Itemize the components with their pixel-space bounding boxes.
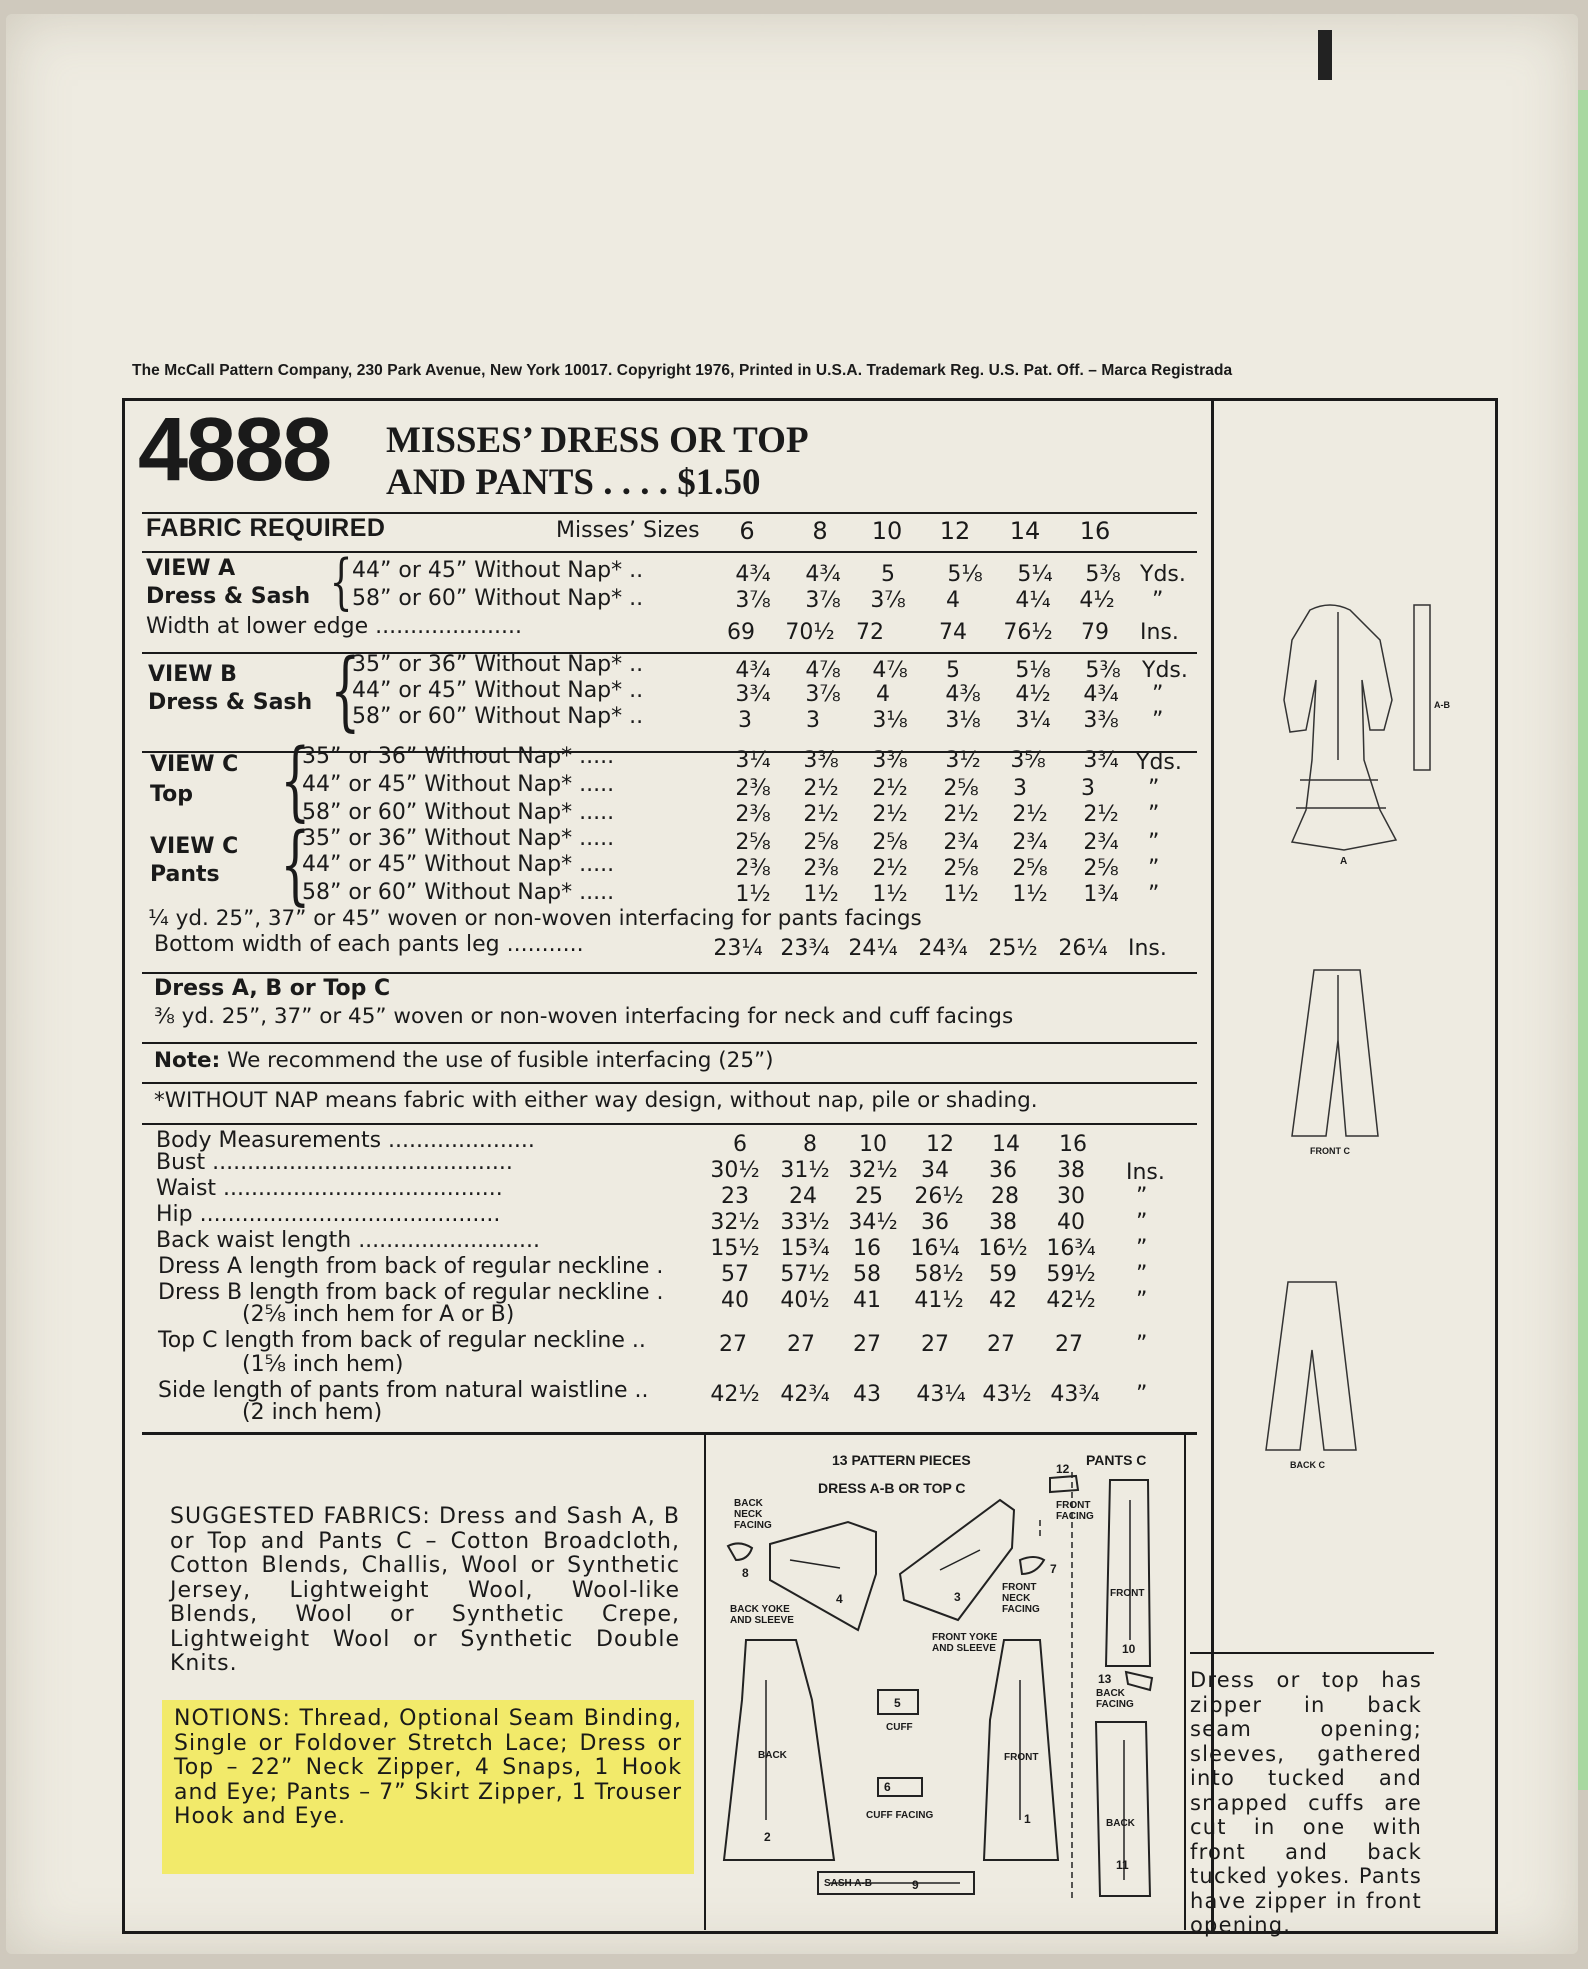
- value: 3⅜: [1083, 708, 1119, 733]
- value: 2⅜: [735, 802, 771, 827]
- value: 40½: [780, 1288, 830, 1313]
- value: 2⅜: [735, 776, 771, 801]
- value: 24¾: [918, 936, 968, 961]
- size-header: 8: [812, 517, 828, 545]
- without-nap-note: *WITHOUT NAP means fabric with either way design, without nap, pile or shading.: [154, 1088, 1038, 1113]
- unit: Ins.: [1140, 620, 1179, 645]
- value: 59: [989, 1262, 1017, 1287]
- piece-number: 3: [954, 1590, 961, 1604]
- row-label: 44” or 45” Without Nap* .....: [302, 852, 615, 877]
- value: 41: [853, 1288, 881, 1313]
- row-label: 35” or 36” Without Nap* .....: [302, 744, 615, 769]
- value: 5⅜: [1085, 658, 1121, 683]
- unit: ”: [1148, 830, 1160, 855]
- label-front: FRONT: [1004, 1752, 1039, 1763]
- view-c-pants-sub: Pants: [150, 862, 220, 887]
- top-c-length-label: Top C length from back of regular neckline ..: [158, 1328, 646, 1353]
- note-label: Note:: [154, 1048, 221, 1073]
- brace: {: [329, 547, 353, 617]
- value: 24¼: [848, 936, 898, 961]
- value: 26¼: [1058, 936, 1108, 961]
- value: 3⅝: [1010, 748, 1046, 773]
- value: 3⅜: [872, 748, 908, 773]
- view-b-name: VIEW B: [148, 662, 237, 687]
- value: 5⅜: [1085, 562, 1121, 587]
- unit: Yds.: [1140, 562, 1186, 587]
- value: 43: [853, 1382, 881, 1407]
- value: 2½: [943, 802, 979, 827]
- value: 23¼: [713, 936, 763, 961]
- value: 4⅜: [945, 682, 981, 707]
- value: 38: [1057, 1158, 1085, 1183]
- label-back-facing: BACK FACING: [1096, 1688, 1134, 1710]
- value: 4½: [1079, 588, 1115, 613]
- piece-number: 4: [836, 1592, 843, 1606]
- value: 3: [806, 708, 820, 733]
- value: 16¼: [910, 1236, 960, 1261]
- value: 57: [721, 1262, 749, 1287]
- value: 2⅝: [803, 830, 839, 855]
- pattern-title-line-2: AND PANTS . . . . $1.50: [386, 462, 761, 503]
- value: 2⅜: [735, 856, 771, 881]
- value: 2½: [1012, 802, 1048, 827]
- unit: Ins.: [1126, 1160, 1165, 1185]
- piece-number: 8: [742, 1566, 749, 1580]
- piece-number: 7: [1050, 1562, 1057, 1576]
- row-label: Dress B length from back of regular neckline .: [158, 1280, 664, 1305]
- row-label: 58” or 60” Without Nap* ..: [352, 704, 644, 729]
- value: 1½: [735, 882, 771, 907]
- view-b-sub: Dress & Sash: [148, 690, 313, 715]
- size-header: 10: [871, 517, 903, 545]
- row-label: 58” or 60” Without Nap* ..: [352, 586, 644, 611]
- value: 1½: [943, 882, 979, 907]
- label-back-neck-facing: BACK NECK FACING: [734, 1498, 772, 1531]
- value: 3⅞: [735, 588, 771, 613]
- piece-number: 6: [884, 1780, 891, 1794]
- value: 4¾: [735, 562, 771, 587]
- size-header: 16: [1079, 517, 1111, 545]
- unit: Yds.: [1142, 658, 1188, 683]
- sketch-pants-back: [1266, 1282, 1356, 1450]
- garment-description: Dress or top has zipper in back seam opening; sleeves, gathered into tucked and snapped cuffs are cut in one with front and back tucked yokes. Pants have zipper in front opening.: [1190, 1668, 1422, 1937]
- piece-number: 12: [1056, 1462, 1070, 1476]
- sketch-label-view-a: A: [1340, 856, 1348, 867]
- value: 27: [787, 1332, 815, 1357]
- value: 3: [1081, 776, 1095, 801]
- unit: ”: [1136, 1184, 1148, 1209]
- value: 3: [738, 708, 752, 733]
- value: 3: [1013, 776, 1027, 801]
- value: 42¾: [780, 1382, 830, 1407]
- pants-side-length-label: Side length of pants from natural waistline ..: [158, 1378, 649, 1403]
- piece-number: 13: [1098, 1672, 1112, 1686]
- piece-number: 5: [894, 1696, 901, 1710]
- value: 4⅞: [872, 658, 908, 683]
- value: 5⅛: [947, 562, 983, 587]
- value: 27: [921, 1332, 949, 1357]
- piece-number: 11: [1116, 1858, 1129, 1872]
- unit: ”: [1136, 1288, 1148, 1313]
- value: 5: [946, 658, 960, 683]
- label-pants-front: FRONT: [1110, 1588, 1145, 1599]
- row-label: 44” or 45” Without Nap* ..: [352, 678, 644, 703]
- value: 23¾: [780, 936, 830, 961]
- value: 5¼: [1017, 562, 1053, 587]
- value: 69: [727, 620, 755, 645]
- pattern-title-line-1: MISSES’ DRESS OR TOP: [386, 420, 809, 461]
- unit: ”: [1148, 802, 1160, 827]
- unit: ”: [1136, 1382, 1148, 1407]
- value: 2⅝: [1083, 856, 1119, 881]
- value: 70½: [785, 620, 835, 645]
- sketch-sash: [1414, 605, 1430, 770]
- value: 2½: [803, 776, 839, 801]
- unit: ”: [1136, 1262, 1148, 1287]
- size-header: 12: [926, 1132, 954, 1157]
- value: 74: [939, 620, 967, 645]
- piece-number: 1: [1024, 1812, 1031, 1826]
- unit: ”: [1152, 588, 1164, 613]
- row-label: Bust ...........................................: [156, 1150, 513, 1175]
- value: 43½: [982, 1382, 1032, 1407]
- value: 3¾: [735, 682, 771, 707]
- value: 2⅝: [943, 856, 979, 881]
- value: 42½: [1046, 1288, 1096, 1313]
- value: 16¾: [1046, 1236, 1096, 1261]
- value: 5⅛: [1015, 658, 1051, 683]
- dress-abc-header: Dress A, B or Top C: [154, 976, 391, 1001]
- value: 2½: [803, 802, 839, 827]
- row-label: 58” or 60” Without Nap* .....: [302, 800, 615, 825]
- value: 41½: [914, 1288, 964, 1313]
- label-front-facing: FRONT FACING: [1056, 1500, 1094, 1522]
- view-c-top-sub: Top: [150, 782, 193, 807]
- value: 30: [1057, 1184, 1085, 1209]
- label-front-yoke: FRONT YOKE AND SLEEVE: [932, 1632, 998, 1654]
- value: 2⅜: [803, 856, 839, 881]
- value: 42: [989, 1288, 1017, 1313]
- pattern-number: 4888: [138, 400, 331, 500]
- size-header: 14: [992, 1132, 1020, 1157]
- brace: {: [280, 815, 311, 915]
- row-label: 58” or 60” Without Nap* .....: [302, 880, 615, 905]
- unit: ”: [1136, 1332, 1148, 1357]
- value: 57½: [780, 1262, 830, 1287]
- value: 59½: [1046, 1262, 1096, 1287]
- sketch-label-back-c: BACK C: [1290, 1460, 1325, 1470]
- value: 4¾: [735, 658, 771, 683]
- value: 27: [1055, 1332, 1083, 1357]
- value: 2½: [872, 856, 908, 881]
- view-c-pants-name: VIEW C: [150, 834, 239, 859]
- label-back: BACK: [758, 1750, 787, 1761]
- value: 40: [721, 1288, 749, 1313]
- suggested-fabrics: SUGGESTED FABRICS: Dress and Sash A, B or Top and Pants C – Cotton Broadcloth, Cotton Blends, Challis, Wool or Synthetic Jersey, Lightweight Wool, Wool-like Blends, Wool or Synthetic Crepe, Lightweight Wool or Synthetic Double Knits.: [170, 1504, 680, 1676]
- sketch-pants-front: [1292, 970, 1378, 1136]
- piece-number: 10: [1122, 1642, 1136, 1656]
- pattern-pieces-title: 13 PATTERN PIECES: [832, 1452, 971, 1468]
- value: 3⅞: [805, 682, 841, 707]
- sketch-dress-a: [1284, 605, 1396, 850]
- value: 26½: [914, 1184, 964, 1209]
- row-label: Waist ........................................: [156, 1176, 503, 1201]
- brace: {: [280, 731, 311, 831]
- value: 3¼: [735, 748, 771, 773]
- value: 3¾: [1083, 748, 1119, 773]
- label-sash: SASH A-B: [824, 1878, 872, 1889]
- fabric-required-header: FABRIC REQUIRED: [146, 514, 386, 542]
- value: 58½: [914, 1262, 964, 1287]
- body-measurements-header: Body Measurements .....................: [156, 1128, 535, 1153]
- value: 27: [987, 1332, 1015, 1357]
- value: 79: [1081, 620, 1109, 645]
- piece-number: 2: [764, 1830, 771, 1844]
- value: 76½: [1003, 620, 1053, 645]
- value: 32½: [710, 1210, 760, 1235]
- value: 2½: [1083, 802, 1119, 827]
- value: 43¼: [916, 1382, 966, 1407]
- dress-pieces-label: DRESS A-B OR TOP C: [818, 1480, 966, 1496]
- value: 15½: [710, 1236, 760, 1261]
- hem-pants-note: (2 inch hem): [242, 1400, 383, 1425]
- value: 16: [853, 1236, 881, 1261]
- value: 2¾: [943, 830, 979, 855]
- value: 25: [855, 1184, 883, 1209]
- hem-c-note: (1⅝ inch hem): [242, 1352, 404, 1377]
- bottom-width-label: Bottom width of each pants leg ...........: [154, 932, 584, 957]
- value: 43¾: [1050, 1382, 1100, 1407]
- row-label: 35” or 36” Without Nap* ..: [352, 652, 644, 677]
- piece-number: 9: [912, 1878, 919, 1892]
- unit: Yds.: [1136, 750, 1182, 775]
- unit: ”: [1152, 708, 1164, 733]
- unit: ”: [1152, 682, 1164, 707]
- value: 3⅛: [945, 708, 981, 733]
- note-text: We recommend the use of fusible interfacing (25”): [227, 1048, 774, 1073]
- label-pants-back: BACK: [1106, 1818, 1135, 1829]
- value: 31½: [780, 1158, 830, 1183]
- value: 2⅝: [872, 830, 908, 855]
- row-label: Back waist length ..........................: [156, 1228, 541, 1253]
- value: 27: [719, 1332, 747, 1357]
- row-label: 44” or 45” Without Nap* .....: [302, 772, 615, 797]
- unit: ”: [1148, 882, 1160, 907]
- value: 34½: [848, 1210, 898, 1235]
- label-back-yoke: BACK YOKE AND SLEEVE: [730, 1604, 794, 1626]
- size-header: 14: [1009, 517, 1041, 545]
- value: 2¾: [1083, 830, 1119, 855]
- value: 2⅝: [735, 830, 771, 855]
- size-header: 8: [803, 1132, 817, 1157]
- value: 42½: [710, 1382, 760, 1407]
- value: 2¾: [1012, 830, 1048, 855]
- unit: ”: [1136, 1210, 1148, 1235]
- value: 3⅜: [803, 748, 839, 773]
- row-label: Hip ...........................................: [156, 1202, 501, 1227]
- pants-interfacing: ¼ yd. 25”, 37” or 45” woven or non-woven interfacing for pants facings: [148, 906, 922, 931]
- value: 2½: [872, 802, 908, 827]
- value: 23: [721, 1184, 749, 1209]
- value: 27: [853, 1332, 881, 1357]
- row-label: Dress A length from back of regular neckline .: [158, 1254, 664, 1279]
- value: 40: [1057, 1210, 1085, 1235]
- value: 4: [876, 682, 890, 707]
- size-header: 16: [1059, 1132, 1087, 1157]
- unit: ”: [1136, 1236, 1148, 1261]
- notions: NOTIONS: Thread, Optional Seam Binding, Single or Foldover Stretch Lace; Dress or Top – 22” Neck Zipper, 4 Snaps, 1 Hook and Eye; Pants – 7” Skirt Zipper, 1 Trouser Hook and Eye.: [174, 1706, 682, 1829]
- sketch-label-a-b: A-B: [1434, 700, 1450, 710]
- value: 3⅞: [805, 588, 841, 613]
- brace: {: [330, 641, 361, 741]
- value: 3½: [945, 748, 981, 773]
- hem-ab-note: (2⅝ inch hem for A or B): [242, 1302, 515, 1327]
- value: 1½: [803, 882, 839, 907]
- value: 30½: [710, 1158, 760, 1183]
- size-header: 10: [859, 1132, 887, 1157]
- value: 36: [921, 1210, 949, 1235]
- pants-pieces-label: PANTS C: [1086, 1452, 1147, 1468]
- size-header: 6: [739, 517, 755, 545]
- value: 16½: [978, 1236, 1028, 1261]
- value: 4¾: [1083, 682, 1119, 707]
- size-header: 12: [939, 517, 971, 545]
- value: 1¾: [1083, 882, 1119, 907]
- label-cuff-facing: CUFF FACING: [866, 1810, 934, 1821]
- value: 15¾: [780, 1236, 830, 1261]
- dress-abc-text: ⅜ yd. 25”, 37” or 45” woven or non-woven interfacing for neck and cuff facings: [154, 1004, 1014, 1029]
- misses-sizes-label: Misses’ Sizes: [556, 518, 700, 543]
- value: 2⅝: [1012, 856, 1048, 881]
- value: 1½: [1012, 882, 1048, 907]
- value: 32½: [848, 1158, 898, 1183]
- width-lower-edge-label: Width at lower edge .....................: [146, 614, 522, 639]
- value: 34: [921, 1158, 949, 1183]
- row-label: 44” or 45” Without Nap* ..: [352, 558, 644, 583]
- value: 4¼: [1015, 588, 1051, 613]
- value: 2⅝: [943, 776, 979, 801]
- value: 2½: [872, 776, 908, 801]
- value: 24: [789, 1184, 817, 1209]
- value: 4⅞: [805, 658, 841, 683]
- value: 25½: [988, 936, 1038, 961]
- value: 28: [991, 1184, 1019, 1209]
- value: 5: [881, 562, 895, 587]
- label-front-neck-facing: FRONT NECK FACING: [1002, 1582, 1040, 1615]
- value: 1½: [872, 882, 908, 907]
- size-header: 6: [733, 1132, 747, 1157]
- value: 33½: [780, 1210, 830, 1235]
- label-cuff: CUFF: [886, 1722, 913, 1733]
- value: 4½: [1015, 682, 1051, 707]
- value: 3¼: [1015, 708, 1051, 733]
- unit: ”: [1148, 776, 1160, 801]
- value: 4: [946, 588, 960, 613]
- view-c-top-name: VIEW C: [150, 752, 239, 777]
- value: 72: [856, 620, 884, 645]
- value: 3⅞: [870, 588, 906, 613]
- value: 36: [989, 1158, 1017, 1183]
- value: 4¾: [805, 562, 841, 587]
- value: 3⅛: [872, 708, 908, 733]
- value: 38: [989, 1210, 1017, 1235]
- view-a-sub: Dress & Sash: [146, 584, 311, 609]
- unit: ”: [1148, 856, 1160, 881]
- unit: Ins.: [1128, 936, 1167, 961]
- sketch-label-front-c: FRONT C: [1310, 1146, 1350, 1156]
- publisher-line: The McCall Pattern Company, 230 Park Avenue, New York 10017. Copyright 1976, Printed in U.S.A. Trademark Reg. U.S. Pat. Off. – Marca Registrada: [132, 362, 1233, 379]
- view-a-name: VIEW A: [146, 556, 236, 581]
- value: 58: [853, 1262, 881, 1287]
- row-label: 35” or 36” Without Nap* .....: [302, 826, 615, 851]
